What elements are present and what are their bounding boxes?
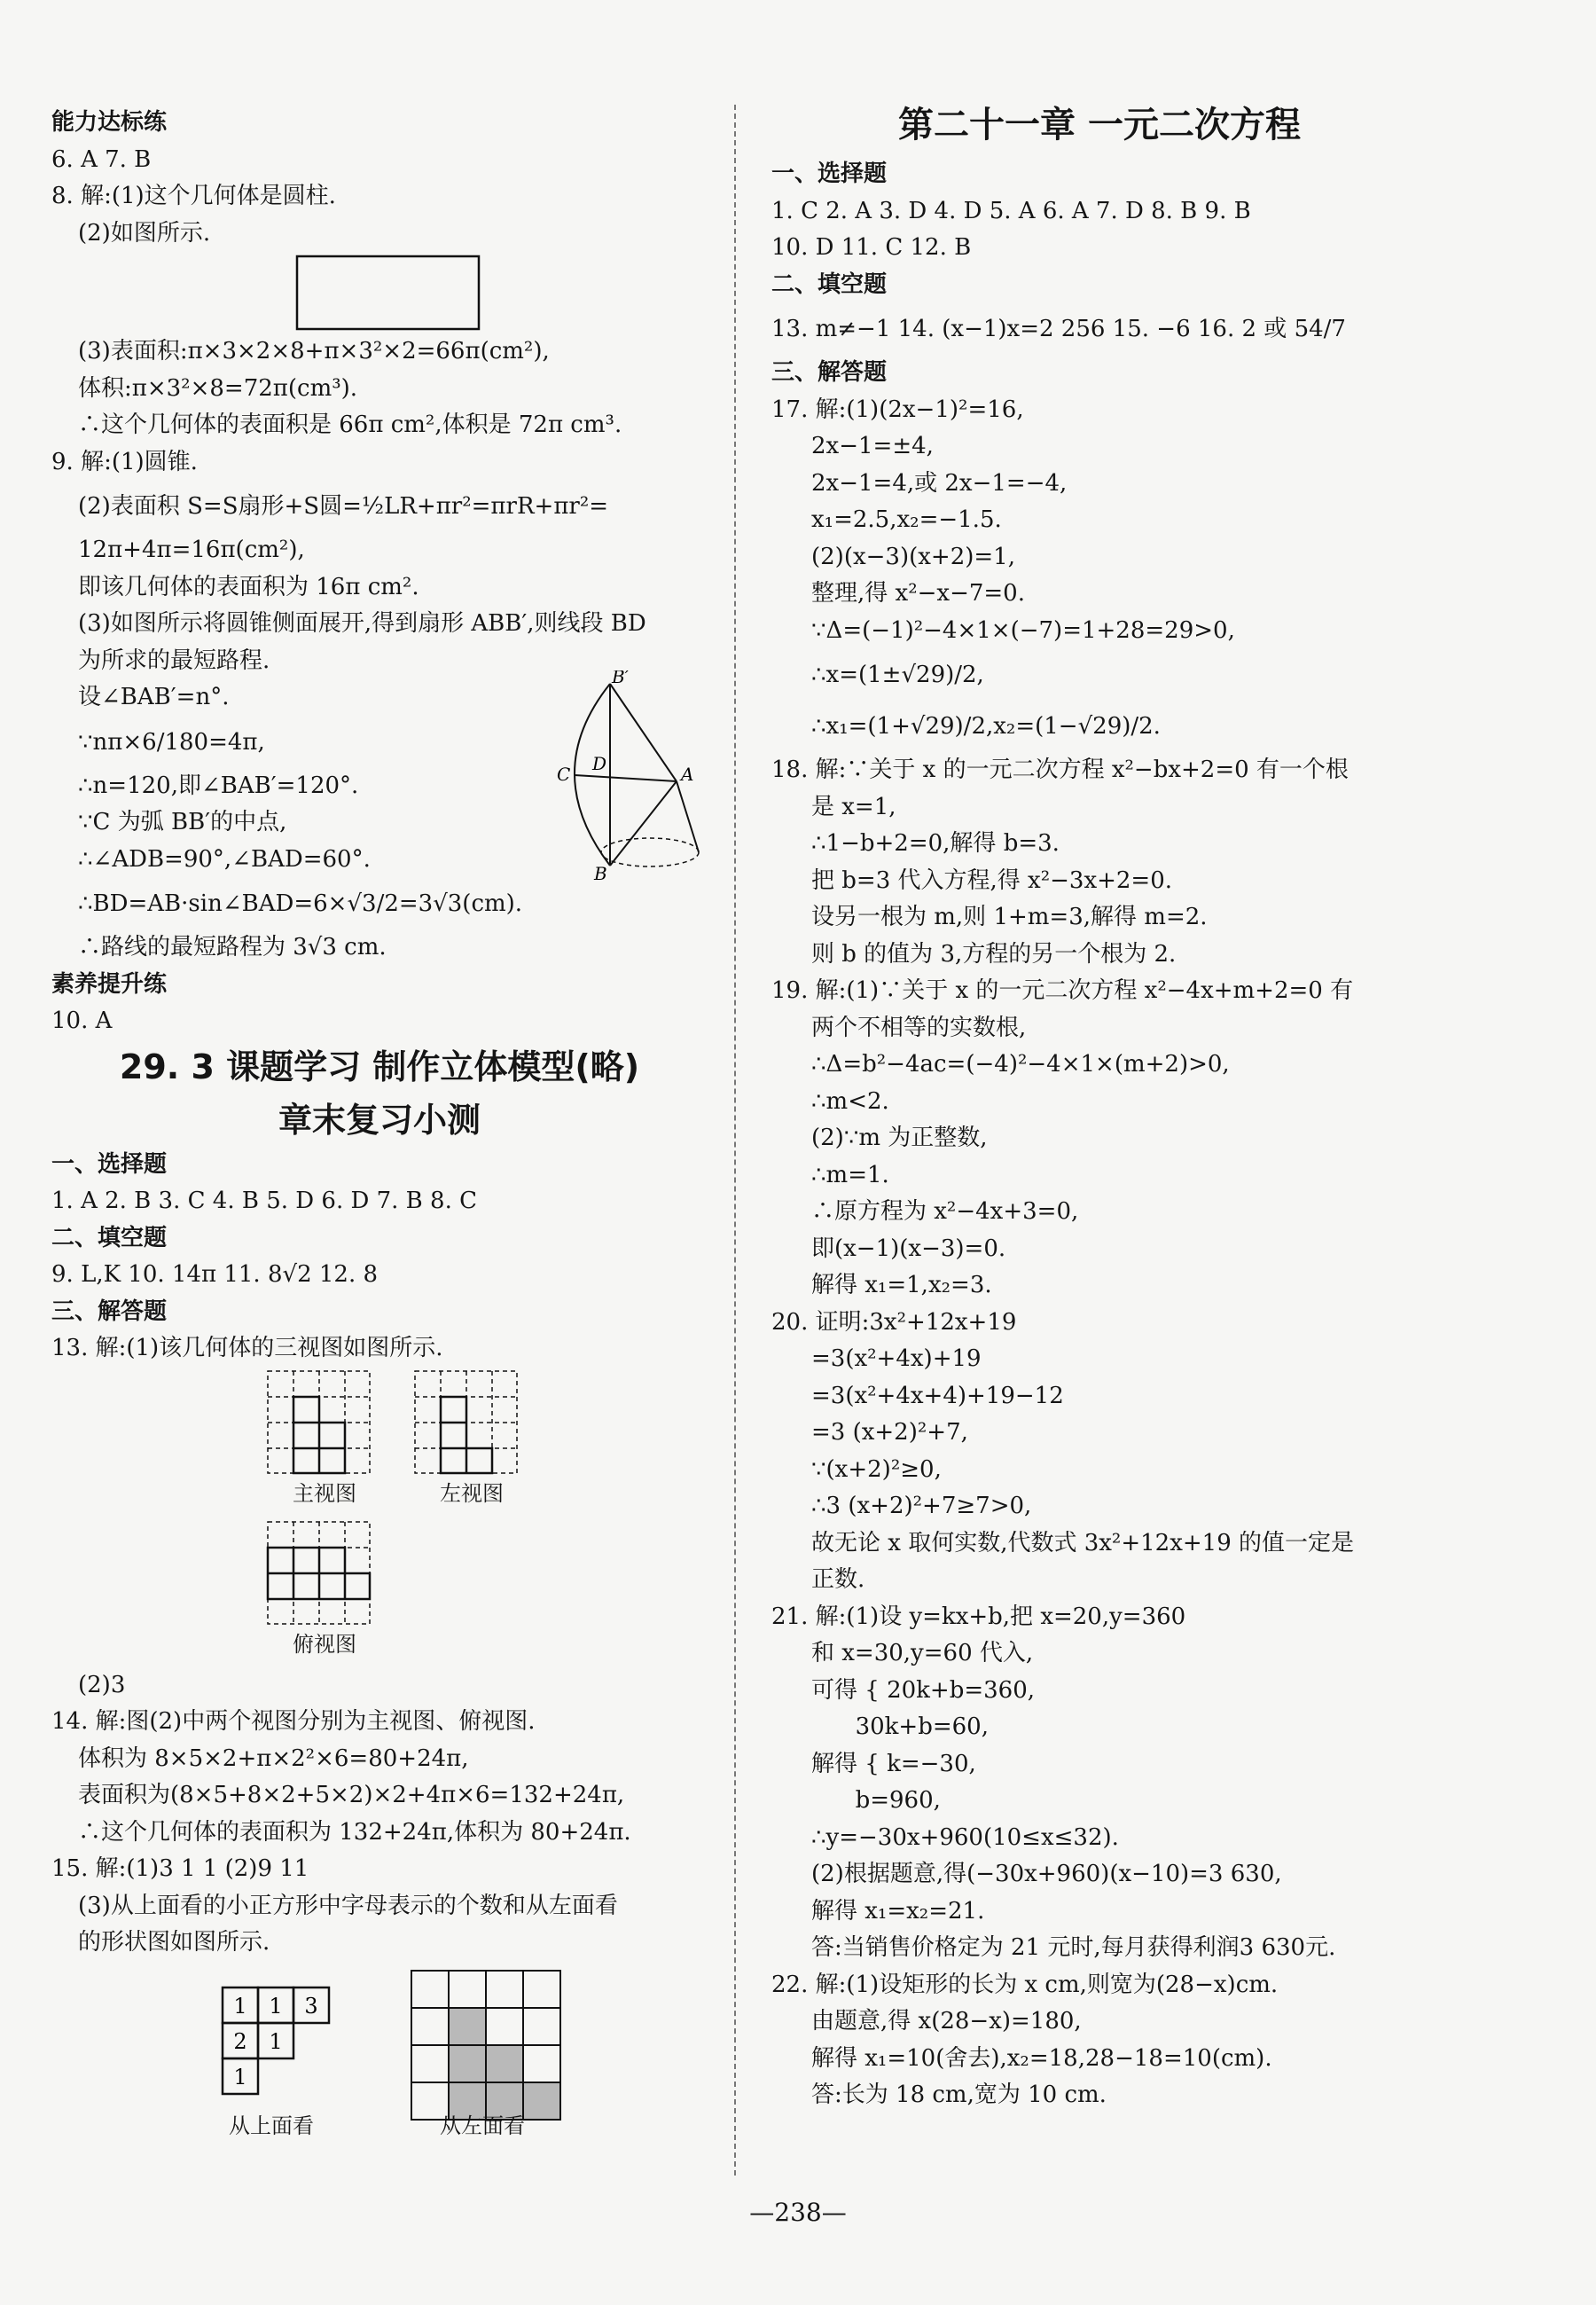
point-label: C (557, 764, 571, 785)
answer-line: 解得 x₁=1,x₂=3. (811, 1272, 992, 1298)
three-views-figure (51, 1368, 708, 1667)
answer-line: 为所求的最短路程. (78, 647, 270, 674)
answer-line: 由题意,得 x(28−x)=180, (811, 2008, 1082, 2035)
right-column (771, 99, 1428, 2114)
figure-caption: 从上面看 (229, 2113, 314, 2138)
section-heading: 三、解答题 (51, 1298, 168, 1325)
answer-line: 可得 { 20k+b=360, (811, 1676, 1036, 1704)
answer-line: ∴Δ=b²−4ac=(−4)²−4×1×(m+2)>0, (811, 1051, 1230, 1078)
answer-line: 9. 解:(1)圆锥. (51, 448, 198, 475)
answer-line: 答:长为 18 cm,宽为 10 cm. (811, 2082, 1107, 2108)
answer-line: 解得 { k=−30, (811, 1750, 976, 1777)
answer-line: 体积为 8×5×2+π×2²×6=80+24π, (78, 1744, 469, 1772)
answer-line: 18. 解:∵关于 x 的一元二次方程 x²−bx+2=0 有一个根 (771, 757, 1349, 783)
answer-line: ∴x=(1±√29)/2, (811, 662, 984, 688)
answer-line: 15. 解:(1)3 1 1 (2)9 11 (51, 1855, 309, 1882)
answer-line: 解得 x₁=10(舍去),x₂=18,28−18=10(cm). (811, 2044, 1272, 2072)
grid-number: 1 (233, 1993, 247, 2019)
answer-line: ∴n=120,即∠BAB′=120°. (78, 772, 359, 799)
answer-line: 和 x=30,y=60 代入, (811, 1640, 1034, 1666)
answer-line: 10. A (51, 1007, 113, 1034)
cone-solution-block (51, 670, 708, 929)
answer-line: 10. D 11. C 12. B (771, 234, 972, 261)
answer-line: 22. 解:(1)设矩形的长为 x cm,则宽为(28−x)cm. (771, 1971, 1279, 1998)
answer-line: ∴m<2. (811, 1087, 889, 1115)
answer-line: =3(x²+4x+4)+19−12 (811, 1382, 1064, 1409)
point-label: A (681, 764, 694, 785)
grid-number: 1 (269, 1993, 283, 2019)
answer-line: (2)根据题意,得(−30x+960)(x−10)=3 630, (811, 1861, 1282, 1887)
section-heading: 二、填空题 (51, 1224, 168, 1251)
answer-line: ∴这个几何体的表面积是 66π cm²,体积是 72π cm³. (78, 412, 622, 438)
answer-line: (2)3 (78, 1671, 126, 1698)
answer-line: 答:当销售价格定为 21 元时,每月获得利润3 630元. (811, 1934, 1336, 1961)
answer-line: (2)∵m 为正整数, (811, 1125, 988, 1151)
figure-caption: 俯视图 (293, 1631, 356, 1657)
grid-number: 1 (233, 2064, 247, 2089)
answer-line: (3)表面积:π×3×2×8+π×3²×2=66π(cm²), (78, 338, 550, 365)
answer-line: ∴∠ADB=90°,∠BAD=60°. (78, 845, 371, 873)
answer-line: 30k+b=60, (811, 1713, 989, 1740)
answer-line: 13. m≠−1 14. (x−1)x=2 256 15. −6 16. 2 或 54/7 (771, 316, 1346, 342)
left-column (51, 105, 708, 2139)
section-title: 章末复习小测 (278, 1100, 481, 1140)
section-heading: 能力达标练 (51, 109, 168, 136)
answer-line: 把 b=3 代入方程,得 x²−3x+2=0. (811, 866, 1173, 894)
section-heading: 一、选择题 (51, 1150, 168, 1178)
answer-line: 解得 x₁=x₂=21. (811, 1897, 985, 1925)
answer-line: 6. A 7. B (51, 145, 152, 173)
answer-line: 的形状图如图所示. (78, 1929, 270, 1956)
answer-line: ∴x₁=(1+√29)/2,x₂=(1−√29)/2. (811, 713, 1161, 740)
answer-line: 则 b 的值为 3,方程的另一个根为 2. (811, 940, 1177, 968)
point-label: D (592, 753, 607, 774)
answer-line: ∵(x+2)²≥0, (811, 1455, 942, 1483)
answer-line: 13. 解:(1)该几何体的三视图如图所示. (51, 1335, 443, 1361)
answer-line: 12π+4π=16π(cm²), (78, 537, 305, 563)
rectangle-figure (51, 252, 708, 333)
views-grid-figure (51, 1962, 708, 2139)
answer-line: =3(x²+4x)+19 (811, 1345, 982, 1372)
answer-line: (3)如图所示将圆锥侧面展开,得到扇形 ABB′,则线段 BD (78, 610, 646, 637)
point-label: B′ (612, 670, 630, 687)
answer-line: 2x−1=±4, (811, 433, 934, 459)
grid-number: 1 (269, 2028, 283, 2054)
answer-line: 两个不相等的实数根, (811, 1014, 1027, 1041)
answer-line: 设∠BAB′=n°. (78, 684, 230, 710)
answer-line: 8. 解:(1)这个几何体是圆柱. (51, 183, 336, 209)
answer-line: ∴BD=AB·sin∠BAD=6×√3/2=3√3(cm). (78, 890, 523, 917)
answer-line: 是 x=1, (811, 793, 896, 820)
answer-line: 即(x−1)(x−3)=0. (811, 1235, 1006, 1262)
answer-line: ∴路线的最短路程为 3√3 cm. (78, 934, 387, 960)
section-title: 29. 3 课题学习 制作立体模型(略) (119, 1047, 640, 1086)
answer-line: 即该几何体的表面积为 16π cm². (78, 573, 419, 600)
answer-line: b=960, (811, 1787, 941, 1814)
cone-unfold-figure (530, 670, 708, 883)
answer-line: ∴1−b+2=0,解得 b=3. (811, 830, 1060, 857)
answer-line: 21. 解:(1)设 y=kx+b,把 x=20,y=360 (771, 1603, 1186, 1630)
section-heading: 三、解答题 (771, 359, 888, 386)
figure-caption: 主视图 (293, 1480, 356, 1506)
answer-line: ∴3 (x+2)²+7≥7>0, (811, 1493, 1032, 1519)
answer-line: 体积:π×3²×8=72π(cm³). (78, 374, 358, 402)
answer-line: (3)从上面看的小正方形中字母表示的个数和从左面看 (78, 1892, 618, 1919)
answer-line: ∵C 为弧 BB′的中点, (78, 809, 287, 835)
answer-line: ∴原方程为 x²−4x+3=0, (811, 1198, 1079, 1225)
answer-line: 设另一根为 m,则 1+m=3,解得 m=2. (811, 904, 1208, 930)
answer-line: ∴y=−30x+960(10≤x≤32). (811, 1823, 1119, 1851)
section-heading: 二、填空题 (771, 270, 888, 298)
answer-line: ∵nπ×6/180=4π, (78, 728, 265, 756)
chapter-title: 第二十一章 一元二次方程 (898, 105, 1301, 145)
answer-line: ∴m=1. (811, 1161, 889, 1188)
answer-line: 17. 解:(1)(2x−1)²=16, (771, 396, 1024, 423)
answer-line: 表面积为(8×5+8×2+5×2)×2+4π×6=132+24π, (78, 1782, 625, 1808)
grid-number: 3 (304, 1993, 318, 2019)
answer-line: 1. A 2. B 3. C 4. B 5. D 6. D 7. B 8. C (51, 1188, 477, 1214)
answer-line: (2)(x−3)(x+2)=1, (811, 543, 1015, 570)
answer-line: 故无论 x 取何实数,代数式 3x²+12x+19 的值一定是 (811, 1529, 1355, 1556)
answer-line: 正数. (811, 1566, 865, 1593)
answer-line: 2x−1=4,或 2x−1=−4, (811, 469, 1068, 497)
answer-line: =3 (x+2)²+7, (811, 1419, 968, 1446)
figure-caption: 从左面看 (440, 2113, 525, 2138)
answer-line: 1. C 2. A 3. D 4. D 5. A 6. A 7. D 8. B 9. B (771, 197, 1251, 224)
answer-line: 19. 解:(1)∵关于 x 的一元二次方程 x²−4x+m+2=0 有 (771, 977, 1354, 1004)
answer-line: 20. 证明:3x²+12x+19 (771, 1308, 1017, 1336)
point-label: B (594, 863, 607, 883)
answer-line: ∴这个几何体的表面积为 132+24π,体积为 80+24π. (78, 1818, 631, 1846)
figure-caption: 左视图 (440, 1480, 504, 1506)
grid-number: 2 (233, 2028, 247, 2054)
column-divider (734, 105, 736, 2176)
section-heading: 一、选择题 (771, 161, 888, 187)
answer-line: 整理,得 x²−x−7=0. (811, 580, 1025, 607)
section-heading: 素养提升练 (51, 970, 168, 998)
answer-line: 9. L,K 10. 14π 11. 8√2 12. 8 (51, 1261, 379, 1288)
answer-line: (2)如图所示. (78, 219, 211, 247)
answer-line: (2)表面积 S=S扇形+S圆=½LR+πr²=πrR+πr²= (78, 493, 609, 520)
page-number: —238— (749, 2198, 847, 2227)
answer-line: 14. 解:图(2)中两个视图分别为主视图、俯视图. (51, 1708, 536, 1735)
answer-line: ∵Δ=(−1)²−4×1×(−7)=1+28=29>0, (811, 616, 1235, 644)
answer-line: x₁=2.5,x₂=−1.5. (811, 506, 1002, 533)
